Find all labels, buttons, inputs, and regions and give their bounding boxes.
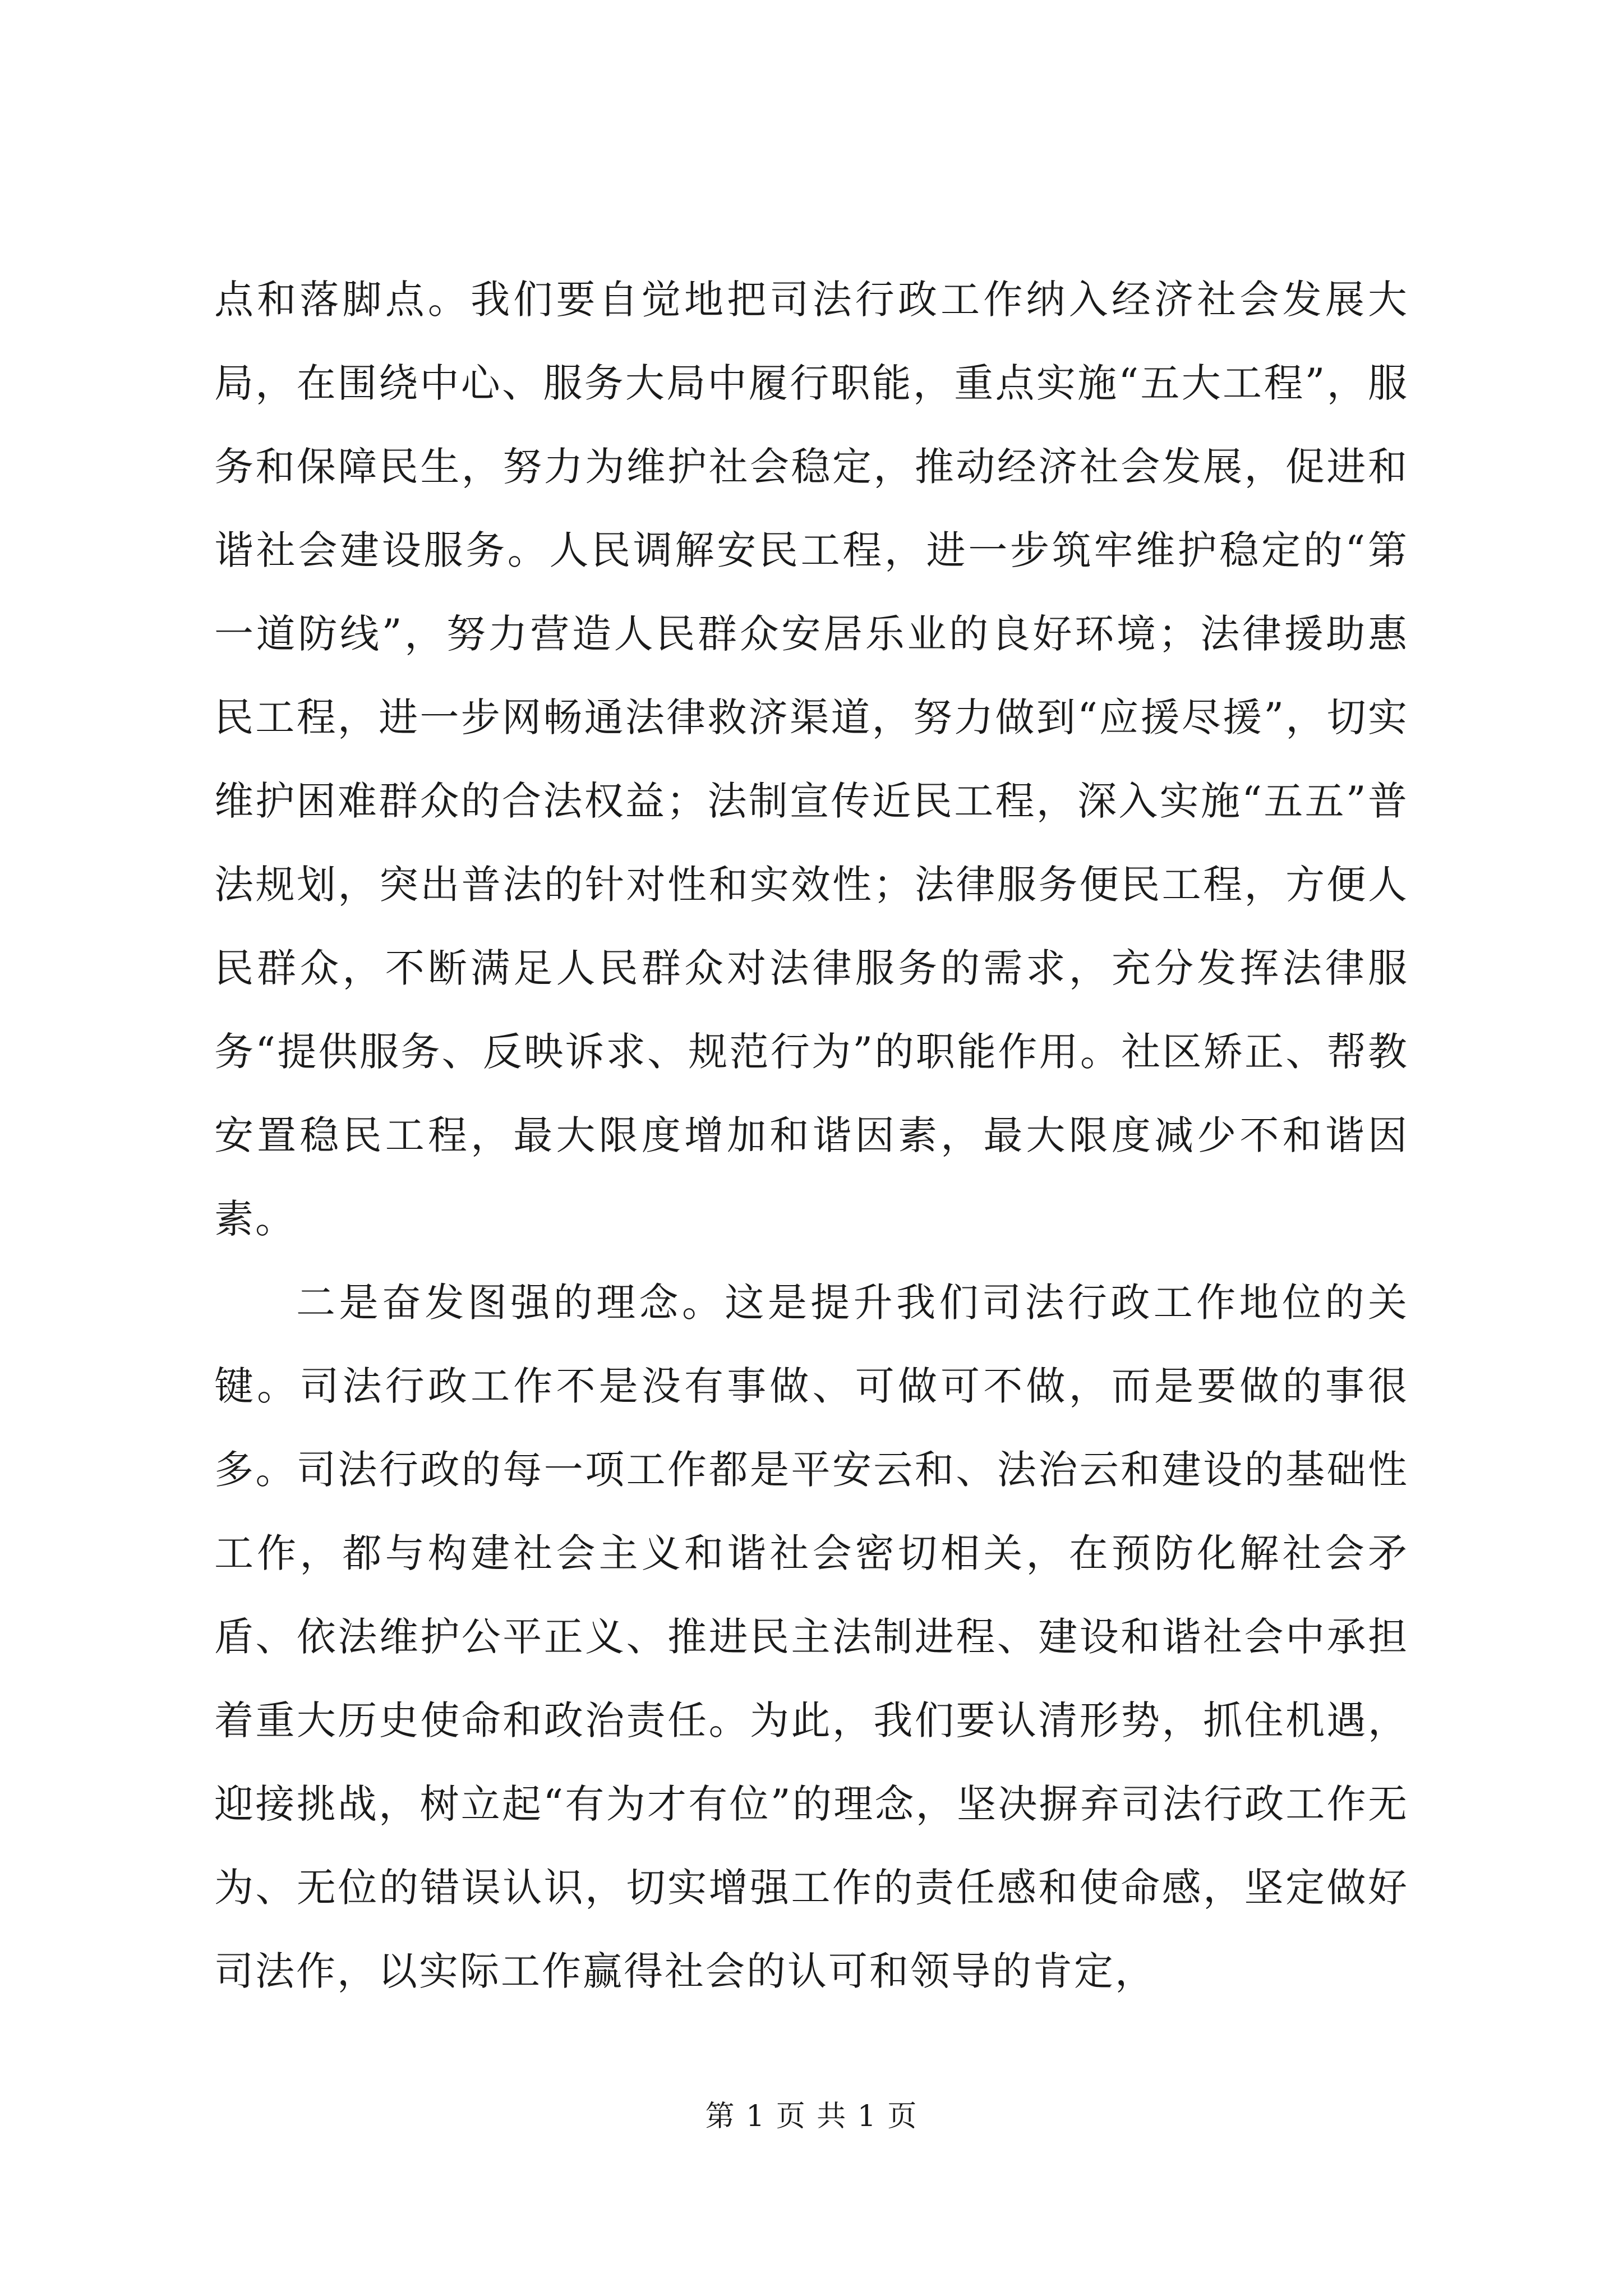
page-number-footer: 第 1 页 共 1 页 [705,2100,918,2133]
paragraph-continuation: 点和落脚点。我们要自觉地把司法行政工作纳入经济社会发展大局，在围绕中心、服务大局中履行职能，重点实施“五大工程”，服务和保障民生，努力为维护社会稳定，推动经济社会发展，促进和谐社会建设服务。人民调解安民工程，进一步筑牢维护稳定的“第一道防线”，努力营造人民群众安居乐业的良好环境；法律援助惠民工程，进一步网畅通法律救济渠道，努力做到“应援尽援”，切实维护困难群众的合法权益；法制宣传近民工程，深入实施“五五”普法规划，突出普法的针对性和实效性；法律服务便民工程，方便人民群众，不断满足人民群众对法律服务的需求，充分发挥法律服务“提供服务、反映诉求、规范行为”的职能作用。社区矫正、帮教安置稳民工程，最大限度增加和谐因素，最大限度减少不和谐因素。 [214,277,1409,1242]
document-body [214,258,1409,2013]
paragraph-second-concept: 二是奋发图强的理念。这是提升我们司法行政工作地位的关键。司法行政工作不是没有事做、可做可不做，而是要做的事很多。司法行政的每一项工作都是平安云和、法治云和建设的基础性工作，都与构建社会主义和谐社会密切相关，在预防化解社会矛盾、依法维护公平正义、推进民主法制进程、建设和谐社会中承担着重大历史使命和政治责任。为此，我们要认清形势，抓住机遇，迎接挑战，树立起“有为才有位”的理念，坚决摒弃司法行政工作无为、无位的错误认识，切实增强工作的责任感和使命感，坚定做好司法作，以实际工作赢得社会的认可和领导的肯定， [214,1280,1409,1994]
